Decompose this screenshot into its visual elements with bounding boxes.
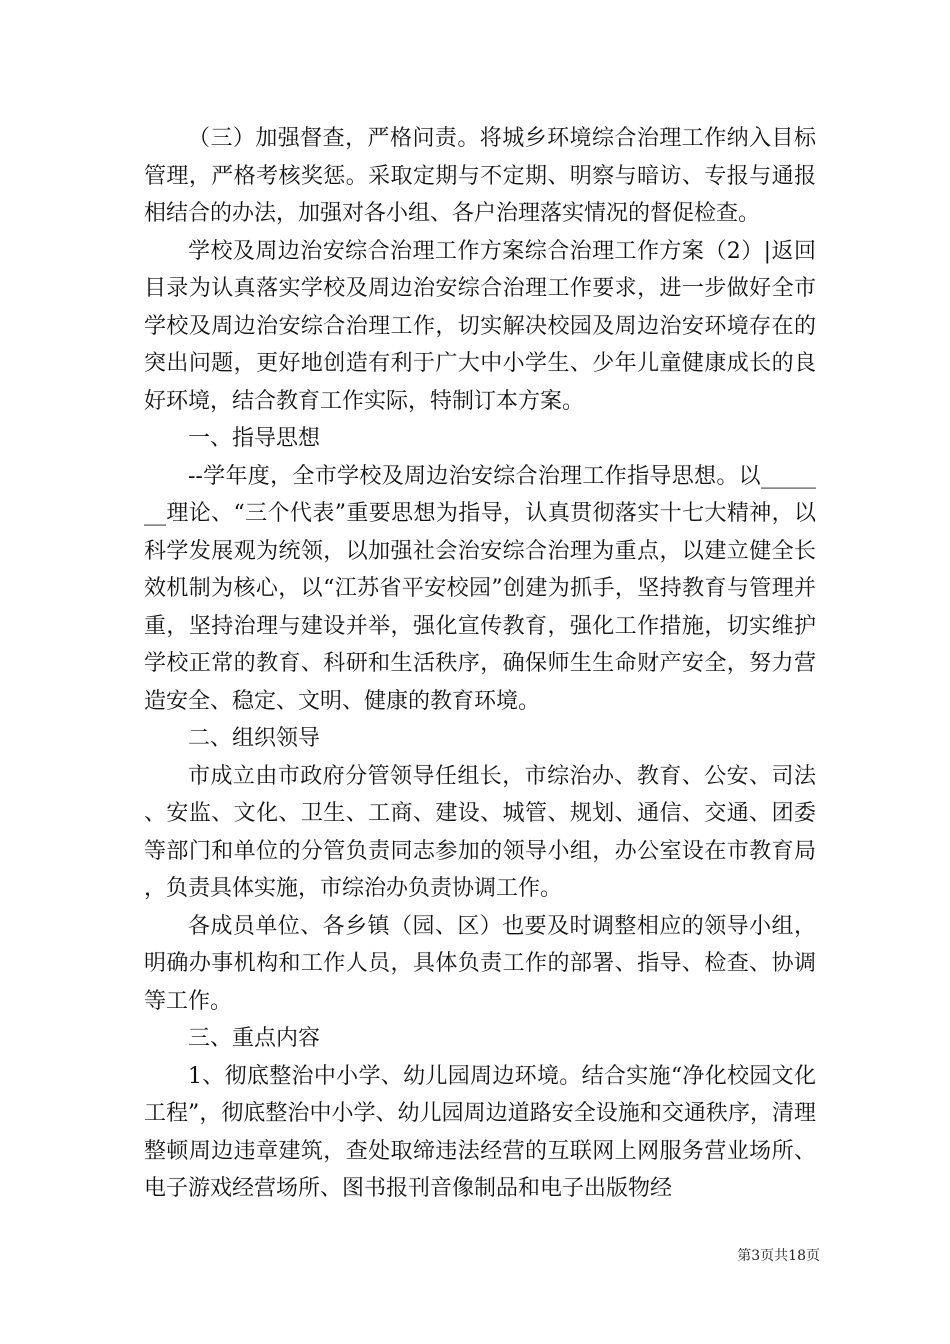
heading-guiding-ideology: 一、指导思想 (188, 426, 321, 451)
document-body (144, 120, 816, 1208)
page-number: 第3页共18页 (737, 1248, 820, 1264)
heading-organization-leadership: 二、组织领导 (188, 726, 321, 751)
heading-key-content: 三、重点内容 (188, 1026, 321, 1051)
paragraph-guiding-ideology: --学年度，全市学校及周边治安综合治理工作指导思想。以_______理论、“三个代表”重要思想为指导，认真贯彻落实十七大精神，以科学发展观为统领，以加强社会治安综合治理为重点，以建立健全长效机制为核心，以“江苏省平安校园”创建为抓手，坚持教育与管理并重，坚持治理与建设并举，强化宣传教育，强化工作措施，切实维护学校正常的教育、科研和生活秩序，确保师生生命财产安全，努力营造安全、稳定、文明、健康的教育环境。 (144, 463, 816, 714)
paragraph-plan-intro: 学校及周边治安综合治理工作方案综合治理工作方案（2）|返回目录为认真落实学校及周边治安综合治理工作要求，进一步做好全市学校及周边治安综合治理工作，切实解决校园及周边治安环境存在的突出问题，更好地创造有利于广大中小学生、少年儿童健康成长的良好环境，结合教育工作实际，特制订本方案。 (144, 238, 816, 414)
paragraph-member-units: 各成员单位、各乡镇（园、区）也要及时调整相应的领导小组，明确办事机构和工作人员，具体负责工作的部署、指导、检查、协调等工作。 (144, 913, 816, 1014)
paragraph-supervision: （三）加强督查，严格问责。将城乡环境综合治理工作纳入目标管理，严格考核奖惩。采取定期与不定期、明察与暗访、专报与通报相结合的办法，加强对各小组、各户治理落实情况的督促检查。 (144, 126, 816, 226)
paragraph-rectify-environment: 1、彻底整治中小学、幼儿园周边环境。结合实施“净化校园文化工程”，彻底整治中小学、幼儿园周边道路安全设施和交通秩序，清理整顿周边违章建筑，查处取缔违法经营的互联网上网服务营业场所、电子游戏经营场所、图书报刊音像制品和电子出版物经 (144, 1063, 816, 1201)
paragraph-leadership-group: 市成立由市政府分管领导任组长，市综治办、教育、公安、司法、安监、文化、卫生、工商、建设、城管、规划、通信、交通、团委等部门和单位的分管负责同志参加的领导小组，办公室设在市教育局，负责具体实施，市综治办负责协调工作。 (144, 763, 816, 901)
